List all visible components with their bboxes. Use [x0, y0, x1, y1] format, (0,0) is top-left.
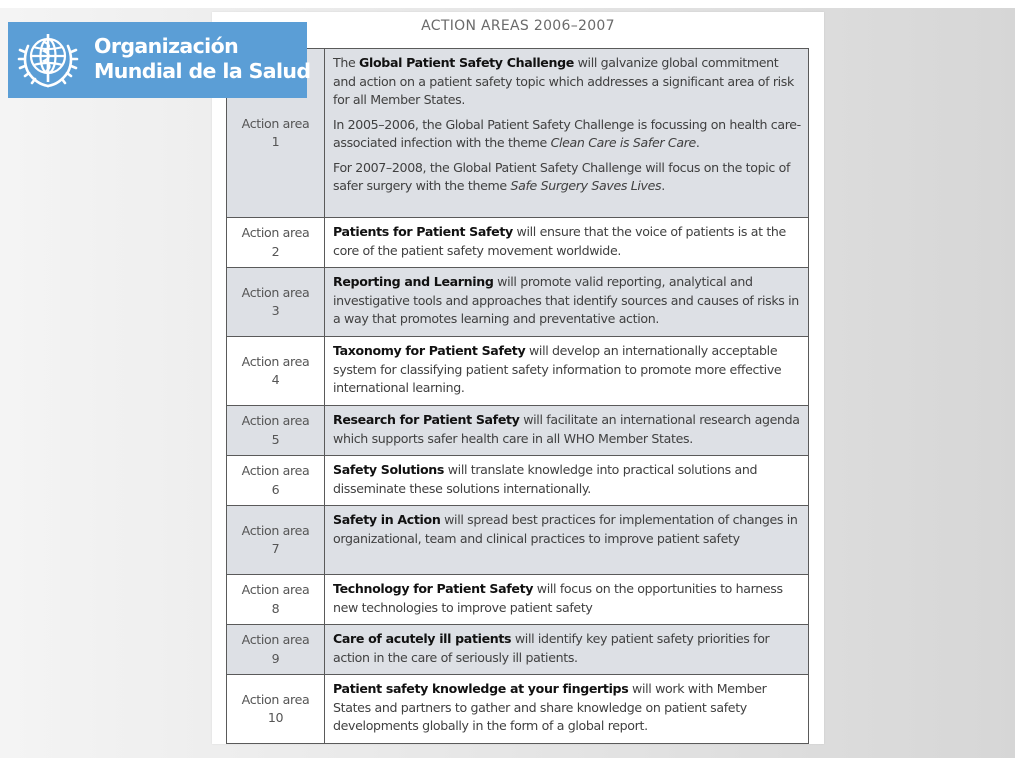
action-area-label	[227, 218, 325, 268]
description-text: For 2007–2008, the Global Patient Safety Challenge will focus on the topic of safer surgery with the theme	[333, 159, 791, 193]
action-area-word: Action area	[241, 582, 310, 597]
action-area-description	[325, 337, 809, 406]
action-area-label	[227, 506, 325, 575]
action-areas-table	[226, 48, 809, 744]
action-area-number: 3	[271, 303, 280, 318]
action-area-description	[325, 268, 809, 337]
action-area-label	[227, 675, 325, 744]
action-area-number: 1	[271, 134, 280, 149]
action-area-name: Safety in Action	[333, 512, 441, 527]
slide-top-band	[0, 0, 1024, 8]
action-area-description	[325, 218, 809, 268]
description-paragraph	[333, 680, 804, 736]
action-area-number: 6	[271, 481, 280, 497]
action-areas-rows	[227, 49, 809, 744]
action-area-label	[227, 337, 325, 406]
document-page	[212, 12, 824, 744]
action-area-name: Patient safety knowledge at your fingertips	[333, 681, 629, 696]
description-text: .	[661, 178, 665, 193]
table-row	[227, 506, 809, 575]
description-paragraph	[333, 630, 804, 667]
table-row	[227, 337, 809, 406]
action-area-description	[325, 406, 809, 456]
description-text: .	[695, 135, 700, 150]
action-area-word: Action area	[241, 115, 310, 131]
description-paragraph	[333, 342, 804, 398]
action-area-word: Action area	[241, 691, 310, 707]
action-area-description	[325, 456, 809, 506]
table-row	[227, 456, 809, 506]
action-area-description	[325, 625, 809, 675]
description-text: will facilitate an international research agenda which supports safer health care in all WHO Member States.	[333, 412, 800, 446]
action-area-number: 5	[271, 431, 280, 447]
action-area-number: 8	[271, 600, 280, 616]
table-row	[227, 218, 809, 268]
action-area-number: 7	[271, 541, 280, 556]
table-row	[227, 625, 809, 675]
description-paragraph	[333, 159, 804, 196]
action-area-description	[325, 506, 809, 575]
description-text: will ensure that the voice of patients is at the core of the patient safety movement worldwide.	[333, 224, 786, 258]
slide-bottom-band	[0, 758, 1024, 768]
table-row	[227, 575, 809, 625]
table-row	[227, 268, 809, 337]
action-area-number: 2	[271, 243, 280, 259]
description-paragraph	[333, 273, 804, 329]
action-area-word: Action area	[241, 353, 310, 369]
action-area-word: Action area	[241, 284, 310, 300]
description-text: will translate knowledge into practical solutions and disseminate these solutions internationally.	[333, 462, 758, 496]
action-area-word: Action area	[241, 225, 310, 240]
action-area-name: Taxonomy for Patient Safety	[333, 343, 526, 358]
action-area-label	[227, 268, 325, 337]
description-text: will identify key patient safety priorities for action in the care of seriously ill patients.	[333, 631, 770, 665]
action-area-name: Research for Patient Safety	[333, 412, 520, 427]
slide-right-band	[1015, 0, 1024, 768]
description-text: will work with Member States and partners to gather and share knowledge on patient safety developments globally in the form of a global report.	[333, 681, 767, 733]
action-area-label	[227, 456, 325, 506]
table-row	[227, 675, 809, 744]
description-text: will promote valid reporting, analytical and investigative tools and approaches that identify sources and causes of risks in a way that promotes learning and preventative action.	[333, 274, 799, 326]
action-area-name: Care of acutely ill patients	[333, 631, 512, 646]
description-text: will develop an internationally acceptable system for classifying patient safety information to promote more effective international learning.	[333, 343, 782, 395]
who-logo-line-1: Organización	[94, 34, 239, 58]
who-logo-line-2: Mundial de la Salud	[94, 59, 311, 83]
who-logo-text	[94, 34, 311, 84]
description-paragraph	[333, 411, 804, 448]
description-paragraph	[333, 580, 804, 617]
description-paragraph	[333, 511, 804, 548]
description-paragraph	[333, 223, 804, 260]
action-area-number: 10	[267, 710, 284, 725]
action-area-number: 9	[271, 650, 280, 666]
action-area-name: Safety Solutions	[333, 462, 445, 477]
action-area-name: Global Patient Safety Challenge	[359, 55, 574, 70]
who-emblem-icon	[16, 28, 80, 92]
description-text: will galvanize global commitment and action on a patient safety topic which addresses a significant area of risk for all Member States.	[333, 55, 794, 107]
theme-name: Safe Surgery Saves Lives	[510, 178, 662, 193]
table-row	[227, 49, 809, 218]
description-paragraph	[333, 461, 804, 498]
action-area-word: Action area	[241, 413, 310, 428]
action-area-label	[227, 406, 325, 456]
document-title: ACTION AREAS 2006–2007	[421, 18, 615, 34]
action-area-label	[227, 575, 325, 625]
table-row	[227, 406, 809, 456]
description-text: will spread best practices for implementation of changes in organizational, team and clinical practices to improve patient safety	[333, 512, 798, 546]
action-area-description	[325, 575, 809, 625]
action-area-name: Technology for Patient Safety	[333, 581, 534, 596]
action-area-name: Patients for Patient Safety	[333, 224, 513, 239]
action-area-description	[325, 675, 809, 744]
action-area-word: Action area	[241, 522, 310, 538]
action-area-word: Action area	[241, 632, 310, 647]
description-paragraph	[333, 116, 804, 153]
action-area-label	[227, 625, 325, 675]
description-text: The	[333, 55, 360, 70]
action-area-description	[325, 49, 809, 218]
action-area-name: Reporting and Learning	[333, 274, 494, 289]
description-text: In 2005–2006, the Global Patient Safety Challenge is focussing on health care-associated infection with the theme	[333, 116, 801, 150]
description-text: will focus on the opportunities to harness new technologies to improve patient safety	[333, 581, 783, 615]
action-area-word: Action area	[241, 463, 310, 478]
who-logo	[8, 22, 311, 98]
description-paragraph	[333, 54, 804, 110]
action-area-number: 4	[271, 372, 280, 387]
theme-name: Clean Care is Safer Care	[550, 135, 696, 150]
